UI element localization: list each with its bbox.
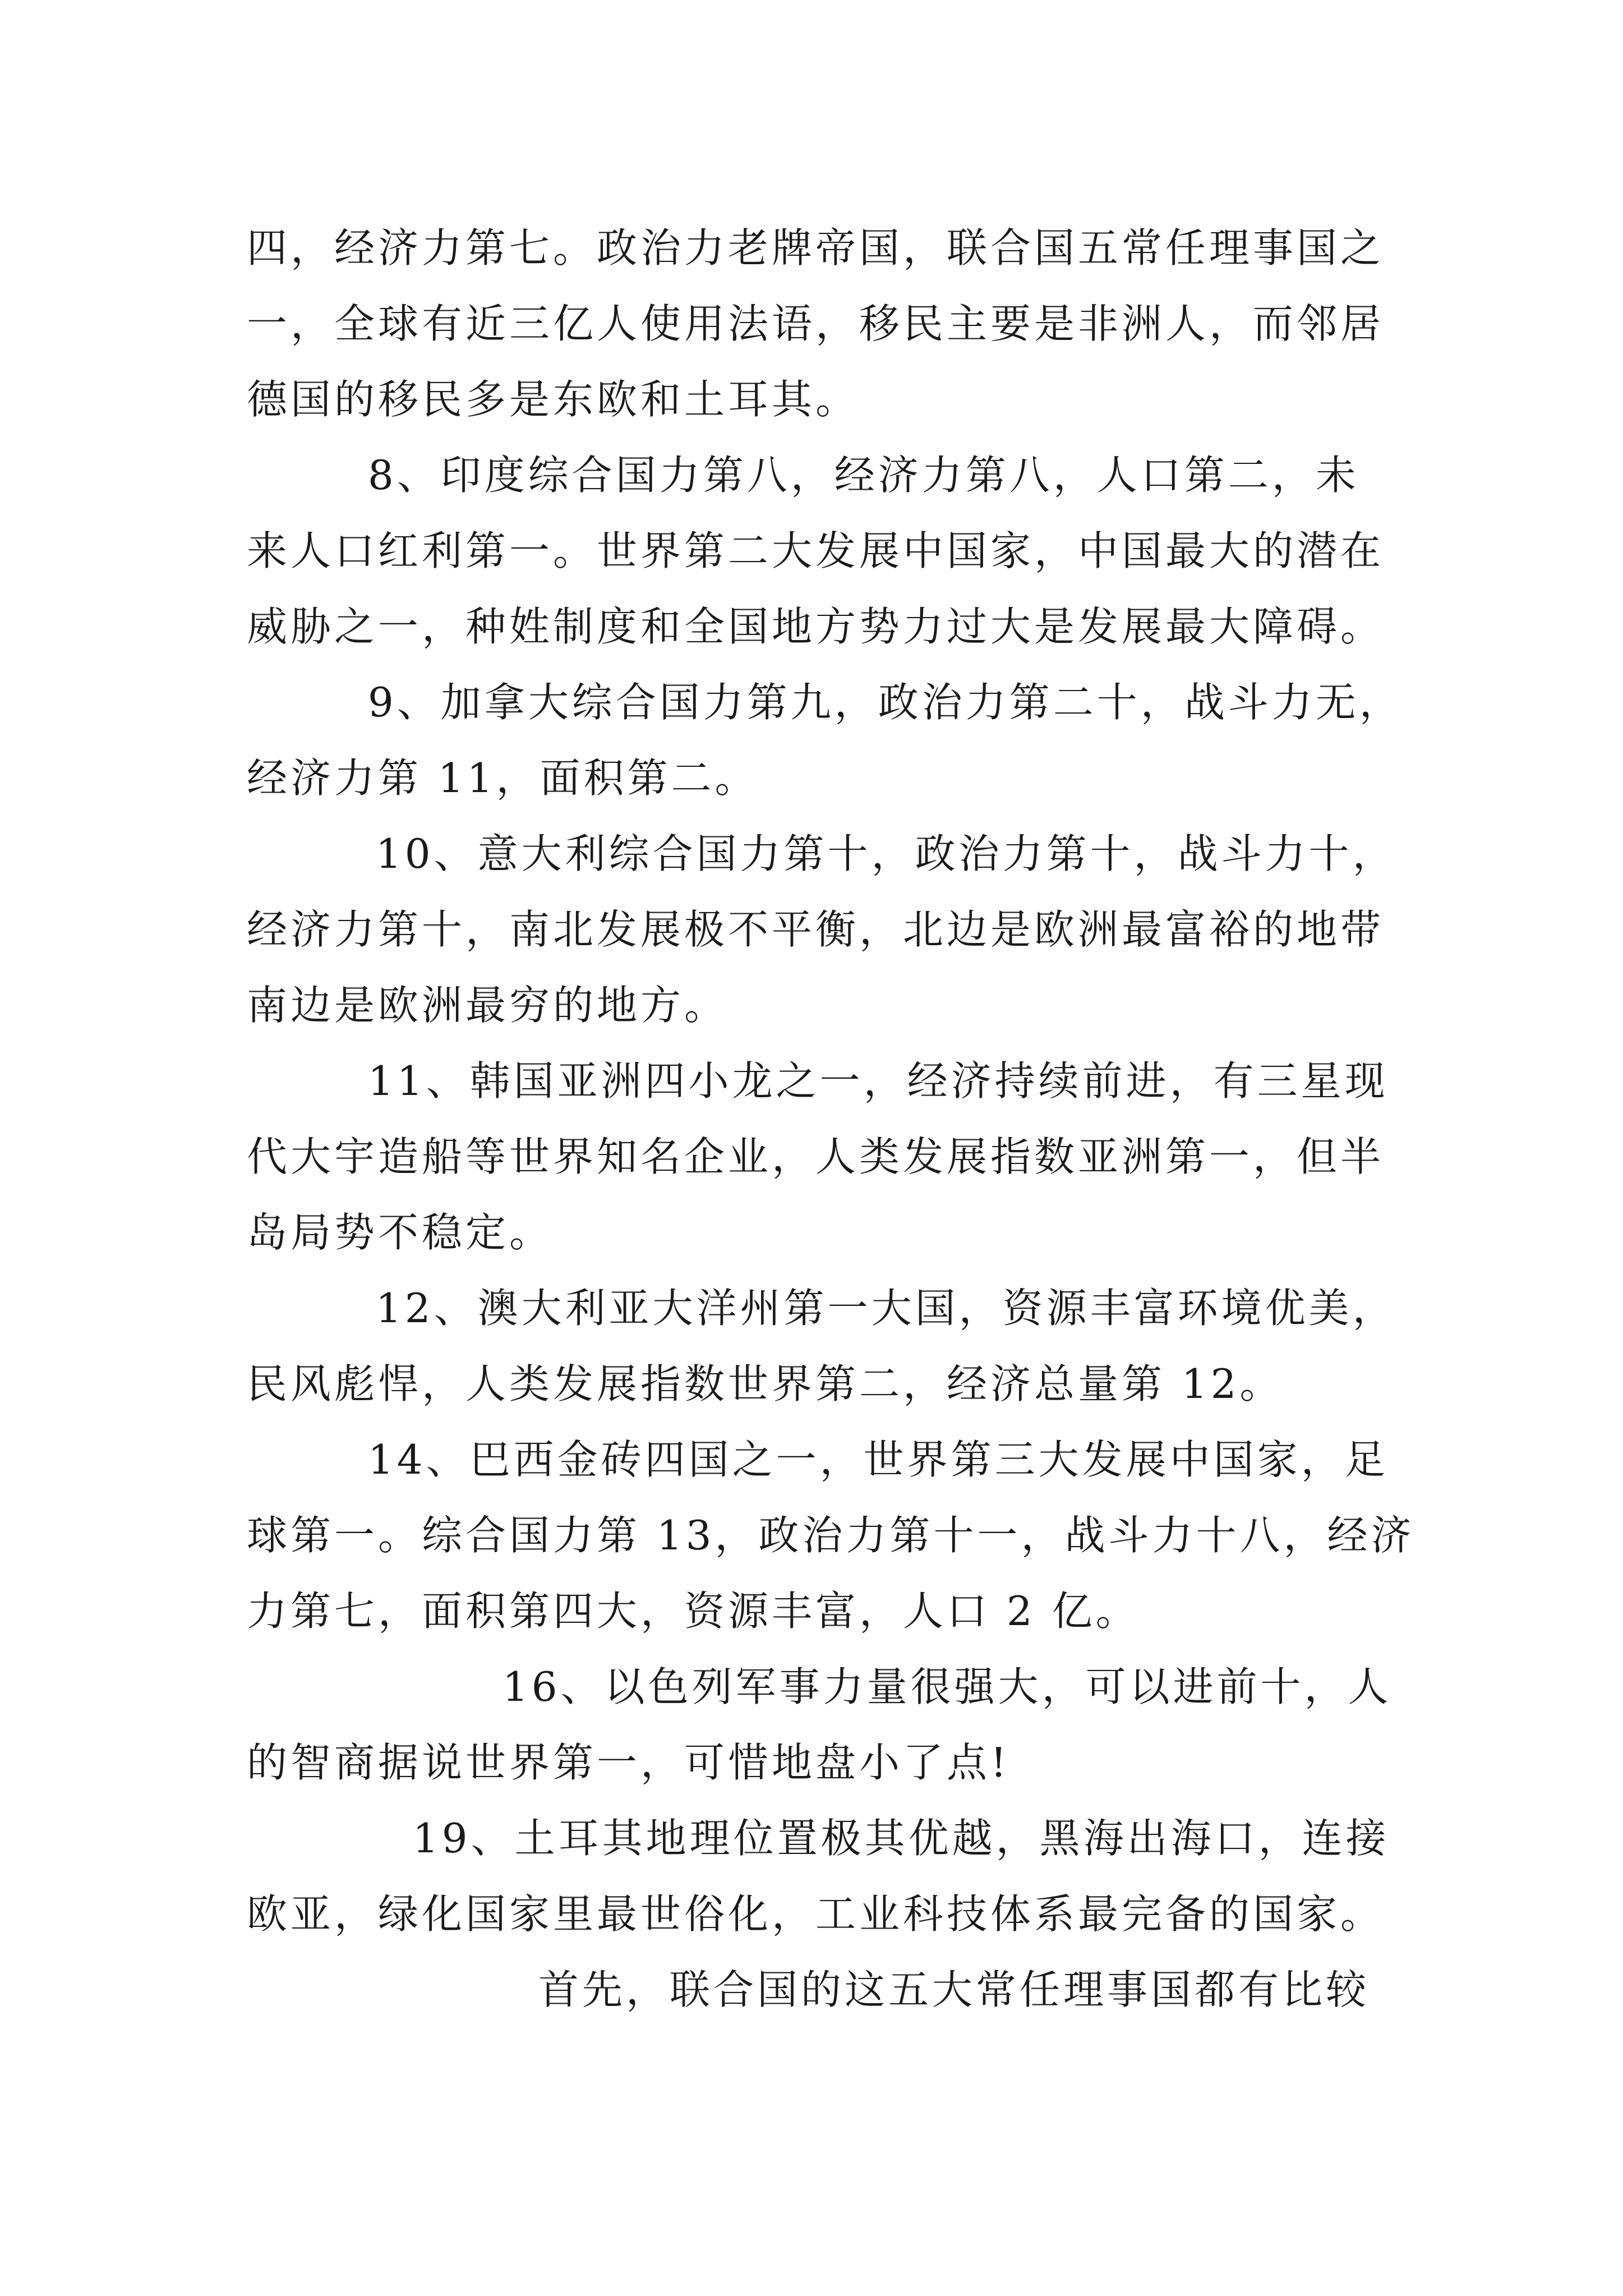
text-line: 球第一。综合国力第 13，政治力第十一，战斗力十八，经济 — [247, 1512, 1415, 1559]
text-line: 来人口红利第一。世界第二大发展中国家，中国最大的潜在 — [247, 527, 1385, 574]
text-line: 代大宇造船等世界知名企业，人类发展指数亚洲第一，但半 — [247, 1133, 1385, 1180]
paragraph-india — [247, 438, 1402, 665]
paragraph-italy — [247, 816, 1402, 1043]
paragraph-brazil — [247, 1422, 1415, 1649]
text-line: 经济力第十，南北发展极不平衡，北边是欧洲最富裕的地带 — [247, 906, 1385, 953]
paragraph-france-continued — [247, 210, 1402, 438]
text-line: 南边是欧洲最穷的地方。 — [247, 982, 728, 1029]
text-line: 16、以色列军事力量很强大，可以进前十，人 — [502, 1663, 1392, 1710]
paragraph-korea — [247, 1043, 1402, 1271]
paragraph-closing — [247, 1952, 1402, 2028]
text-line: 的智商据说世界第一，可惜地盘小了点! — [247, 1739, 1010, 1786]
paragraph-israel — [247, 1649, 1402, 1801]
text-line: 12、澳大利亚大洋州第一大国，资源丰富环境优美， — [376, 1285, 1396, 1332]
text-line: 10、意大利综合国力第十，政治力第十，战斗力十， — [376, 830, 1396, 877]
text-line: 四，经济力第七。政治力老牌帝国，联合国五常任理事国之 — [247, 224, 1385, 272]
text-line: 力第七，面积第四大，资源丰富，人口 2 亿。 — [247, 1588, 1140, 1635]
text-line: 经济力第 11，面积第二。 — [247, 754, 759, 802]
paragraph-canada — [247, 665, 1402, 816]
text-line: 岛局势不稳定。 — [247, 1209, 554, 1256]
text-line: 德国的移民多是东欧和土耳其。 — [247, 376, 860, 423]
text-line: 民风彪悍，人类发展指数世界第二，经济总量第 12。 — [247, 1360, 1284, 1407]
paragraph-turkey — [247, 1801, 1402, 1952]
text-line: 9、加拿大综合国力第九，政治力第二十，战斗力无， — [368, 679, 1403, 726]
body-text — [247, 210, 1415, 2028]
text-line: 欧亚，绿化国家里最世俗化，工业科技体系最完备的国家。 — [247, 1890, 1385, 1938]
text-line: 威胁之一，种姓制度和全国地方势力过大是发展最大障碍。 — [247, 603, 1385, 650]
text-line: 一，全球有近三亿人使用法语，移民主要是非洲人，而邻居 — [247, 300, 1385, 347]
text-line: 8、印度综合国力第八，经济力第八，人口第二，未 — [368, 452, 1359, 499]
text-line: 19、土耳其地理位置极其优越，黑海出海口，连接 — [413, 1815, 1390, 1862]
text-line: 首先，联合国的这五大常任理事国都有比较 — [538, 1966, 1370, 2013]
text-line: 14、巴西金砖四国之一，世界第三大发展中国家，足 — [368, 1436, 1389, 1483]
text-line: 11、韩国亚洲四小龙之一，经济持续前进，有三星现 — [368, 1057, 1389, 1105]
paragraph-australia — [247, 1271, 1402, 1422]
